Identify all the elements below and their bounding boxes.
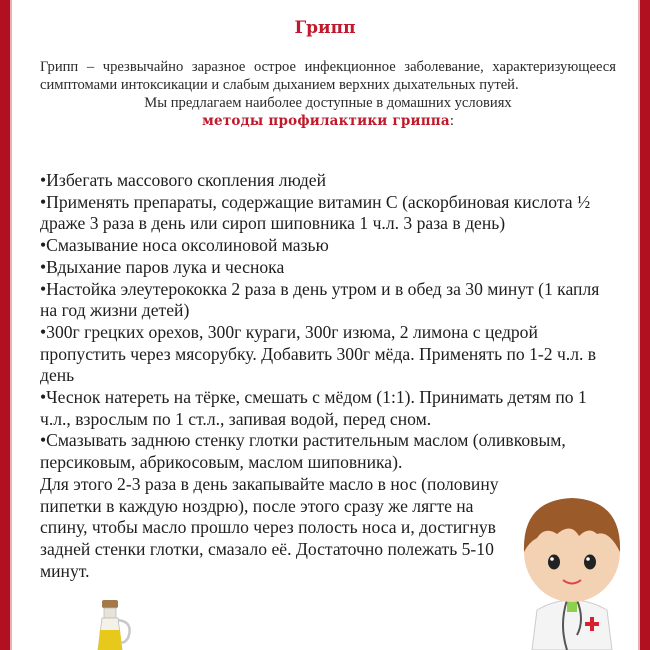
intro-offer: Мы предлагаем наиболее доступные в домашних условиях [144,95,512,111]
red-border-left [0,0,10,650]
methods-heading [40,112,616,130]
intro-section [40,58,616,130]
page-title: Грипп [294,18,356,38]
oil-bottle-icon [84,598,144,650]
leaflet-page [12,0,638,650]
methods-highlight: методы профилактики гриппа [202,113,450,129]
methods-suffix: : [449,113,454,129]
list-item: •Настойка элеутерококка 2 раза в день утром и в обед за 30 минут (1 капля на год жизни детей) [40,278,600,321]
list-item: •Вдыхание паров лука и чеснока [40,256,285,277]
instructions-text: Для этого 2-3 раза в день закапывайте масло в нос (половину пипетки в каждую ноздрю), после этого сразу же лягте на спину, чтобы масло прошло через полость носа и, достигнув задней стенки глотки, смазало её. Достаточно полежать 5-10 минут. [40,473,499,581]
list-item: •Смазывание носа оксолиновой мазью [40,235,329,256]
doctor-boy-icon [497,490,647,650]
intro-paragraph: Грипп – чрезвычайно заразное острое инфекционное заболевание, характеризующееся симптомами интоксикации и слабым дыханием верхних дыхательных путей. [40,59,616,93]
list-item: •Чеснок натереть на тёрке, смешать с мёдом (1:1). Принимать детям по 1 ч.л., взрослым по 1 ст.л., запивая водой, перед сном. [40,387,587,429]
list-item: •Избегать массового скопления людей [40,170,327,190]
list-item: •300г грецких орехов, 300г кураги, 300г изюма, 2 лимона с цедрой пропустить через мясорубку. Добавить 300г мёда. Применять по 1-2 ч.л. в день [40,321,597,386]
list-item: •Смазывать заднюю стенку глотки растительным маслом (оливковым, персиковым, абрикосовым, маслом шиповника). [40,430,566,473]
list-item: •Применять препараты, содержащие витамин С (аскорбиновая кислота ½ драже 3 раза в день или сироп шиповника 1 ч.л. 3 раза в день) [40,191,591,234]
